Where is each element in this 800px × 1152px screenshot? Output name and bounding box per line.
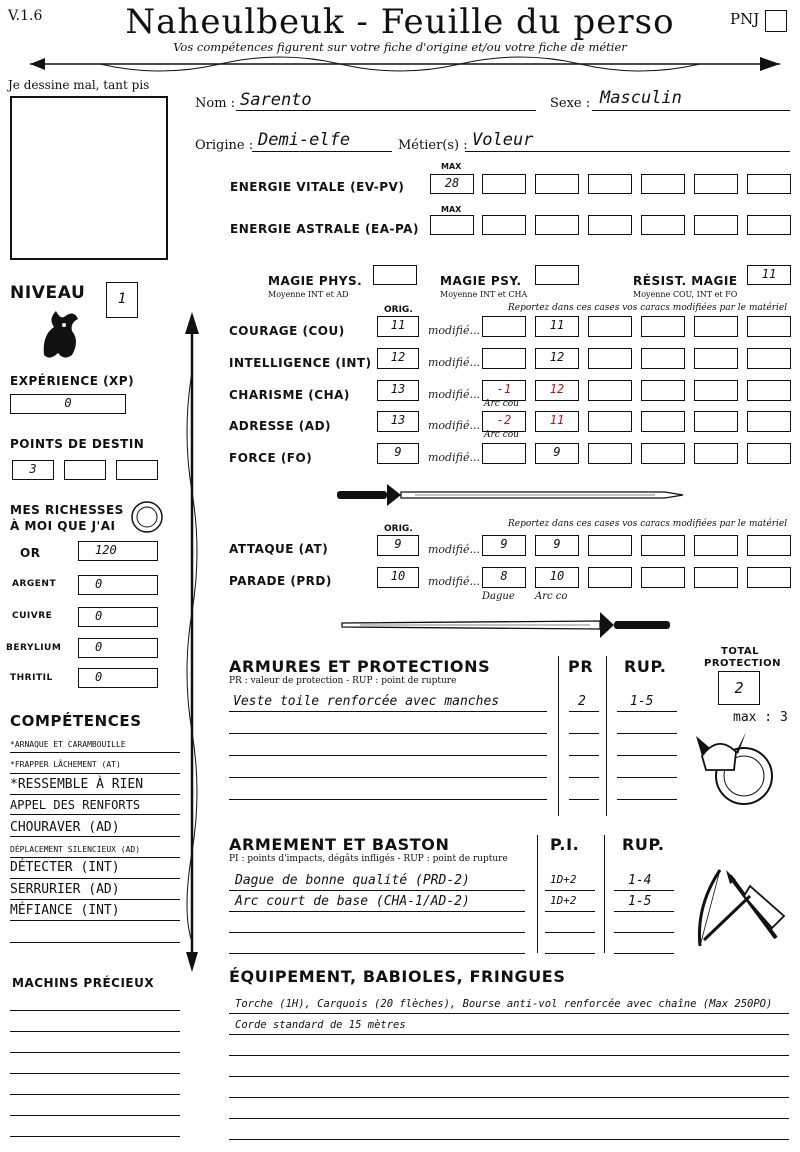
combat-mod-box[interactable] xyxy=(588,535,632,556)
arme-rup[interactable]: 1-5 xyxy=(628,894,652,909)
total-protection-max: max : 3 xyxy=(733,710,788,725)
carac-mod-label: modifié... xyxy=(428,324,480,337)
version-label: V.1.6 xyxy=(8,8,43,24)
nom-value[interactable]: Sarento xyxy=(240,90,312,110)
carac-mod1-box[interactable]: -1 xyxy=(482,380,526,401)
metier-value[interactable]: Voleur xyxy=(472,130,534,150)
combat-mod2-box[interactable]: 10 xyxy=(535,567,579,588)
equipement-label: ÉQUIPEMENT, BABIOLES, FRINGUES xyxy=(229,967,566,986)
armure-name[interactable]: Veste toile renforcée avec manches xyxy=(233,694,500,709)
sexe-label: Sexe : xyxy=(550,96,591,111)
competence-item: *ARNAQUE ET CARAMBOUILLE xyxy=(10,740,126,749)
carac-mod-box[interactable] xyxy=(747,380,791,401)
pnj-checkbox[interactable] xyxy=(765,10,787,32)
armures-pr-label: PR xyxy=(568,657,594,676)
ea-box-1[interactable] xyxy=(482,215,526,235)
competence-item: *RESSEMBLE À RIEN xyxy=(10,777,144,792)
pnj-label: PNJ xyxy=(730,10,760,28)
experience-box[interactable]: 0 xyxy=(10,394,126,414)
combat-mod-box[interactable] xyxy=(641,567,685,588)
carac-mod-box[interactable] xyxy=(588,348,632,369)
portrait-caption: Je dessine mal, tant pis xyxy=(8,78,150,92)
helmet-shield-icon xyxy=(694,726,778,810)
carac-mod-box[interactable] xyxy=(747,411,791,432)
carac-mod-box[interactable] xyxy=(588,380,632,401)
equipement-line-2[interactable]: Corde standard de 15 mètres xyxy=(235,1019,406,1031)
ev-max-label: MAX xyxy=(441,162,462,171)
carac-mod-box[interactable] xyxy=(694,380,738,401)
ea-box-3[interactable] xyxy=(588,215,632,235)
sexe-value[interactable]: Masculin xyxy=(600,88,682,108)
carac-name: FORCE (FO) xyxy=(229,451,313,465)
origine-value[interactable]: Demi-elfe xyxy=(258,130,351,150)
armures-note: PR : valeur de protection - RUP : point de rupture xyxy=(229,676,457,686)
arme-name[interactable]: Dague de bonne qualité (PRD-2) xyxy=(235,873,470,888)
armement-rup-label: RUP. xyxy=(622,835,665,854)
carac-mod2-box[interactable]: 9 xyxy=(535,443,579,464)
ea-max-label: MAX xyxy=(441,205,462,214)
or-label: OR xyxy=(20,546,41,560)
ea-max-box[interactable] xyxy=(430,215,474,235)
carac-mod1-box[interactable] xyxy=(482,316,526,337)
page-title: Naheulbeuk - Feuille du perso xyxy=(125,2,675,42)
combat-mod-box[interactable] xyxy=(588,567,632,588)
magie-psy-label: MAGIE PSY. xyxy=(440,274,522,288)
carac-mod-box[interactable] xyxy=(694,348,738,369)
ev-label: ENERGIE VITALE (EV-PV) xyxy=(230,180,405,194)
spear-ornament xyxy=(180,312,204,972)
combat-under-1: Dague xyxy=(482,591,515,602)
magie-psy-box[interactable] xyxy=(535,265,579,285)
magie-psy-note: Moyenne INT et CHA xyxy=(440,290,528,299)
combat-orig-label: ORIG. xyxy=(384,524,413,534)
carac-mod2-box[interactable]: 11 xyxy=(535,316,579,337)
weapons-icon xyxy=(690,856,790,956)
carac-name: COURAGE (COU) xyxy=(229,324,345,338)
carac-orig-box[interactable]: 11 xyxy=(377,316,419,337)
dragon-icon xyxy=(34,305,84,363)
carac-mod-box[interactable] xyxy=(641,380,685,401)
combat-mod1-box[interactable]: 9 xyxy=(482,535,526,556)
carac-mod-box[interactable] xyxy=(641,443,685,464)
magie-phys-note: Moyenne INT et AD xyxy=(268,290,349,299)
carac-mod-box[interactable] xyxy=(641,411,685,432)
ea-box-4[interactable] xyxy=(641,215,685,235)
carac-orig-box[interactable]: 9 xyxy=(377,443,419,464)
destin-label: POINTS DE DESTIN xyxy=(10,437,145,451)
carac-mod-label: modifié... xyxy=(428,451,480,464)
combat-mod-box[interactable] xyxy=(694,535,738,556)
carac-mod-box[interactable] xyxy=(588,316,632,337)
armement-note: PI : points d'impacts, dégâts infligés - RUP : point de rupture xyxy=(229,854,508,864)
destin-box-1[interactable]: 3 xyxy=(12,460,54,480)
ea-box-2[interactable] xyxy=(535,215,579,235)
destin-box-2[interactable] xyxy=(64,460,106,480)
combat-name: PARADE (PRD) xyxy=(229,574,332,588)
carac-mod1-note: Arc cou xyxy=(484,399,519,409)
berylium-label: BERYLIUM xyxy=(6,643,62,653)
richesses-label-1: MES RICHESSES xyxy=(10,503,124,517)
combat-name: ATTAQUE (AT) xyxy=(229,542,329,556)
competence-item: MÉFIANCE (INT) xyxy=(10,903,120,918)
carac-mod-box[interactable] xyxy=(694,316,738,337)
arme-pi[interactable]: 1D+2 xyxy=(550,894,577,907)
total-protection-box[interactable]: 2 xyxy=(718,671,760,705)
carac-mod2-box[interactable]: 12 xyxy=(535,380,579,401)
carac-mod2-box[interactable]: 11 xyxy=(535,411,579,432)
armement-label: ARMEMENT ET BASTON xyxy=(229,835,450,854)
resist-magie-note: Moyenne COU, INT et FO xyxy=(633,290,738,299)
richesses-label-2: À MOI QUE J'AI xyxy=(10,519,116,533)
competence-item: DÉPLACEMENT SILENCIEUX (AD) xyxy=(10,845,141,854)
carac-mod-label: modifié... xyxy=(428,356,480,369)
argent-box[interactable]: 0 xyxy=(78,575,158,595)
carac-orig-box[interactable]: 12 xyxy=(377,348,419,369)
combat-mod-label: modifié... xyxy=(428,575,480,588)
carac-mod-label: modifié... xyxy=(428,419,480,432)
ea-box-6[interactable] xyxy=(747,215,791,235)
competences-label: COMPÉTENCES xyxy=(10,712,142,730)
carac-mod2-box[interactable]: 12 xyxy=(535,348,579,369)
combat-mod-box[interactable] xyxy=(747,567,791,588)
resist-magie-box[interactable]: 11 xyxy=(747,265,791,285)
cuivre-label: CUIVRE xyxy=(12,611,53,621)
ea-box-5[interactable] xyxy=(694,215,738,235)
combat-mod-label: modifié... xyxy=(428,543,480,556)
combat-mod-box[interactable] xyxy=(694,567,738,588)
sword-ornament xyxy=(335,480,685,510)
carac-name: INTELLIGENCE (INT) xyxy=(229,356,372,370)
combat-mod1-box[interactable]: 8 xyxy=(482,567,526,588)
armures-label: ARMURES ET PROTECTIONS xyxy=(229,657,491,676)
caracs-note: Reportez dans ces cases vos caracs modifiées par le matériel xyxy=(508,303,788,313)
magie-phys-label: MAGIE PHYS. xyxy=(268,274,363,288)
competence-item: SERRURIER (AD) xyxy=(10,882,120,897)
carac-name: ADRESSE (AD) xyxy=(229,419,332,433)
arme-pi[interactable]: 1D+2 xyxy=(550,873,577,886)
combat-orig-box[interactable]: 9 xyxy=(377,535,419,556)
carac-mod1-box[interactable]: -2 xyxy=(482,411,526,432)
niveau-box[interactable]: 1 xyxy=(106,282,138,318)
armures-rup-label: RUP. xyxy=(624,657,667,676)
armement-pi-label: P.I. xyxy=(550,835,580,854)
thritil-box[interactable]: 0 xyxy=(78,668,158,688)
resist-magie-label: RÉSIST. MAGIE xyxy=(633,274,738,288)
arme-name[interactable]: Arc court de base (CHA-1/AD-2) xyxy=(235,894,470,909)
argent-label: ARGENT xyxy=(12,579,57,589)
total-protection-label-1: TOTAL xyxy=(721,646,759,657)
carac-mod-box[interactable] xyxy=(641,348,685,369)
carac-orig-box[interactable]: 13 xyxy=(377,411,419,432)
combat-under-2: Arc co xyxy=(535,591,568,602)
ev-box-6[interactable] xyxy=(747,174,791,194)
carac-name: CHARISME (CHA) xyxy=(229,388,350,402)
competence-item: APPEL DES RENFORTS xyxy=(10,798,141,812)
carac-mod-box[interactable] xyxy=(747,348,791,369)
combat-mod2-box[interactable]: 9 xyxy=(535,535,579,556)
portrait-box[interactable] xyxy=(10,96,168,260)
total-protection-label-2: PROTECTION xyxy=(704,658,781,669)
carac-mod-box[interactable] xyxy=(694,411,738,432)
ev-box-4[interactable] xyxy=(641,174,685,194)
carac-mod-box[interactable] xyxy=(694,443,738,464)
equipement-line-1[interactable]: Torche (1H), Carquois (20 flèches), Bourse anti-vol renforcée avec chaîne (Max 250PO) xyxy=(235,998,773,1010)
sword-ornament xyxy=(340,610,680,640)
experience-label: EXPÉRIENCE (XP) xyxy=(10,374,135,388)
ev-box-5[interactable] xyxy=(694,174,738,194)
niveau-label: NIVEAU xyxy=(10,283,86,303)
nom-label: Nom : xyxy=(195,96,236,111)
caracs-orig-label: ORIG. xyxy=(384,305,413,315)
cuivre-box[interactable]: 0 xyxy=(78,607,158,627)
carac-mod-box[interactable] xyxy=(641,316,685,337)
carac-orig-box[interactable]: 13 xyxy=(377,380,419,401)
arme-rup[interactable]: 1-4 xyxy=(628,873,652,888)
carac-mod-box[interactable] xyxy=(747,316,791,337)
destin-box-3[interactable] xyxy=(116,460,158,480)
competence-item: DÉTECTER (INT) xyxy=(10,860,120,875)
origine-label: Origine : xyxy=(195,138,254,153)
carac-mod-box[interactable] xyxy=(588,443,632,464)
header-spear-ornament xyxy=(0,50,800,80)
page-subtitle: Vos compétences figurent sur votre fiche d'origine et/ou votre fiche de métier xyxy=(173,40,627,54)
ev-box-2[interactable] xyxy=(535,174,579,194)
thritil-label: THRITIL xyxy=(10,673,53,683)
competence-item: *FRAPPER LÂCHEMENT (AT) xyxy=(10,760,121,769)
berylium-box[interactable]: 0 xyxy=(78,638,158,658)
carac-mod-box[interactable] xyxy=(747,443,791,464)
carac-mod1-box[interactable] xyxy=(482,443,526,464)
carac-mod-box[interactable] xyxy=(588,411,632,432)
combat-note: Reportez dans ces cases vos caracs modifiées par le matériel xyxy=(508,519,788,529)
ev-box-1[interactable] xyxy=(482,174,526,194)
carac-mod1-note: Arc cou xyxy=(484,430,519,440)
armure-rup[interactable]: 1-5 xyxy=(630,694,654,709)
armure-pr[interactable]: 2 xyxy=(578,694,586,709)
magie-phys-box[interactable] xyxy=(373,265,417,285)
coin-icon xyxy=(130,500,164,534)
carac-mod1-box[interactable] xyxy=(482,348,526,369)
ev-box-3[interactable] xyxy=(588,174,632,194)
ev-max-box[interactable]: 28 xyxy=(430,174,474,194)
machins-label: MACHINS PRÉCIEUX xyxy=(12,976,155,990)
or-box[interactable]: 120 xyxy=(78,541,158,561)
combat-orig-box[interactable]: 10 xyxy=(377,567,419,588)
carac-mod-label: modifié... xyxy=(428,388,480,401)
ea-label: ENERGIE ASTRALE (EA-PA) xyxy=(230,222,419,236)
combat-mod-box[interactable] xyxy=(747,535,791,556)
combat-mod-box[interactable] xyxy=(641,535,685,556)
competence-item: CHOURAVER (AD) xyxy=(10,820,120,835)
metier-label: Métier(s) : xyxy=(398,138,468,153)
